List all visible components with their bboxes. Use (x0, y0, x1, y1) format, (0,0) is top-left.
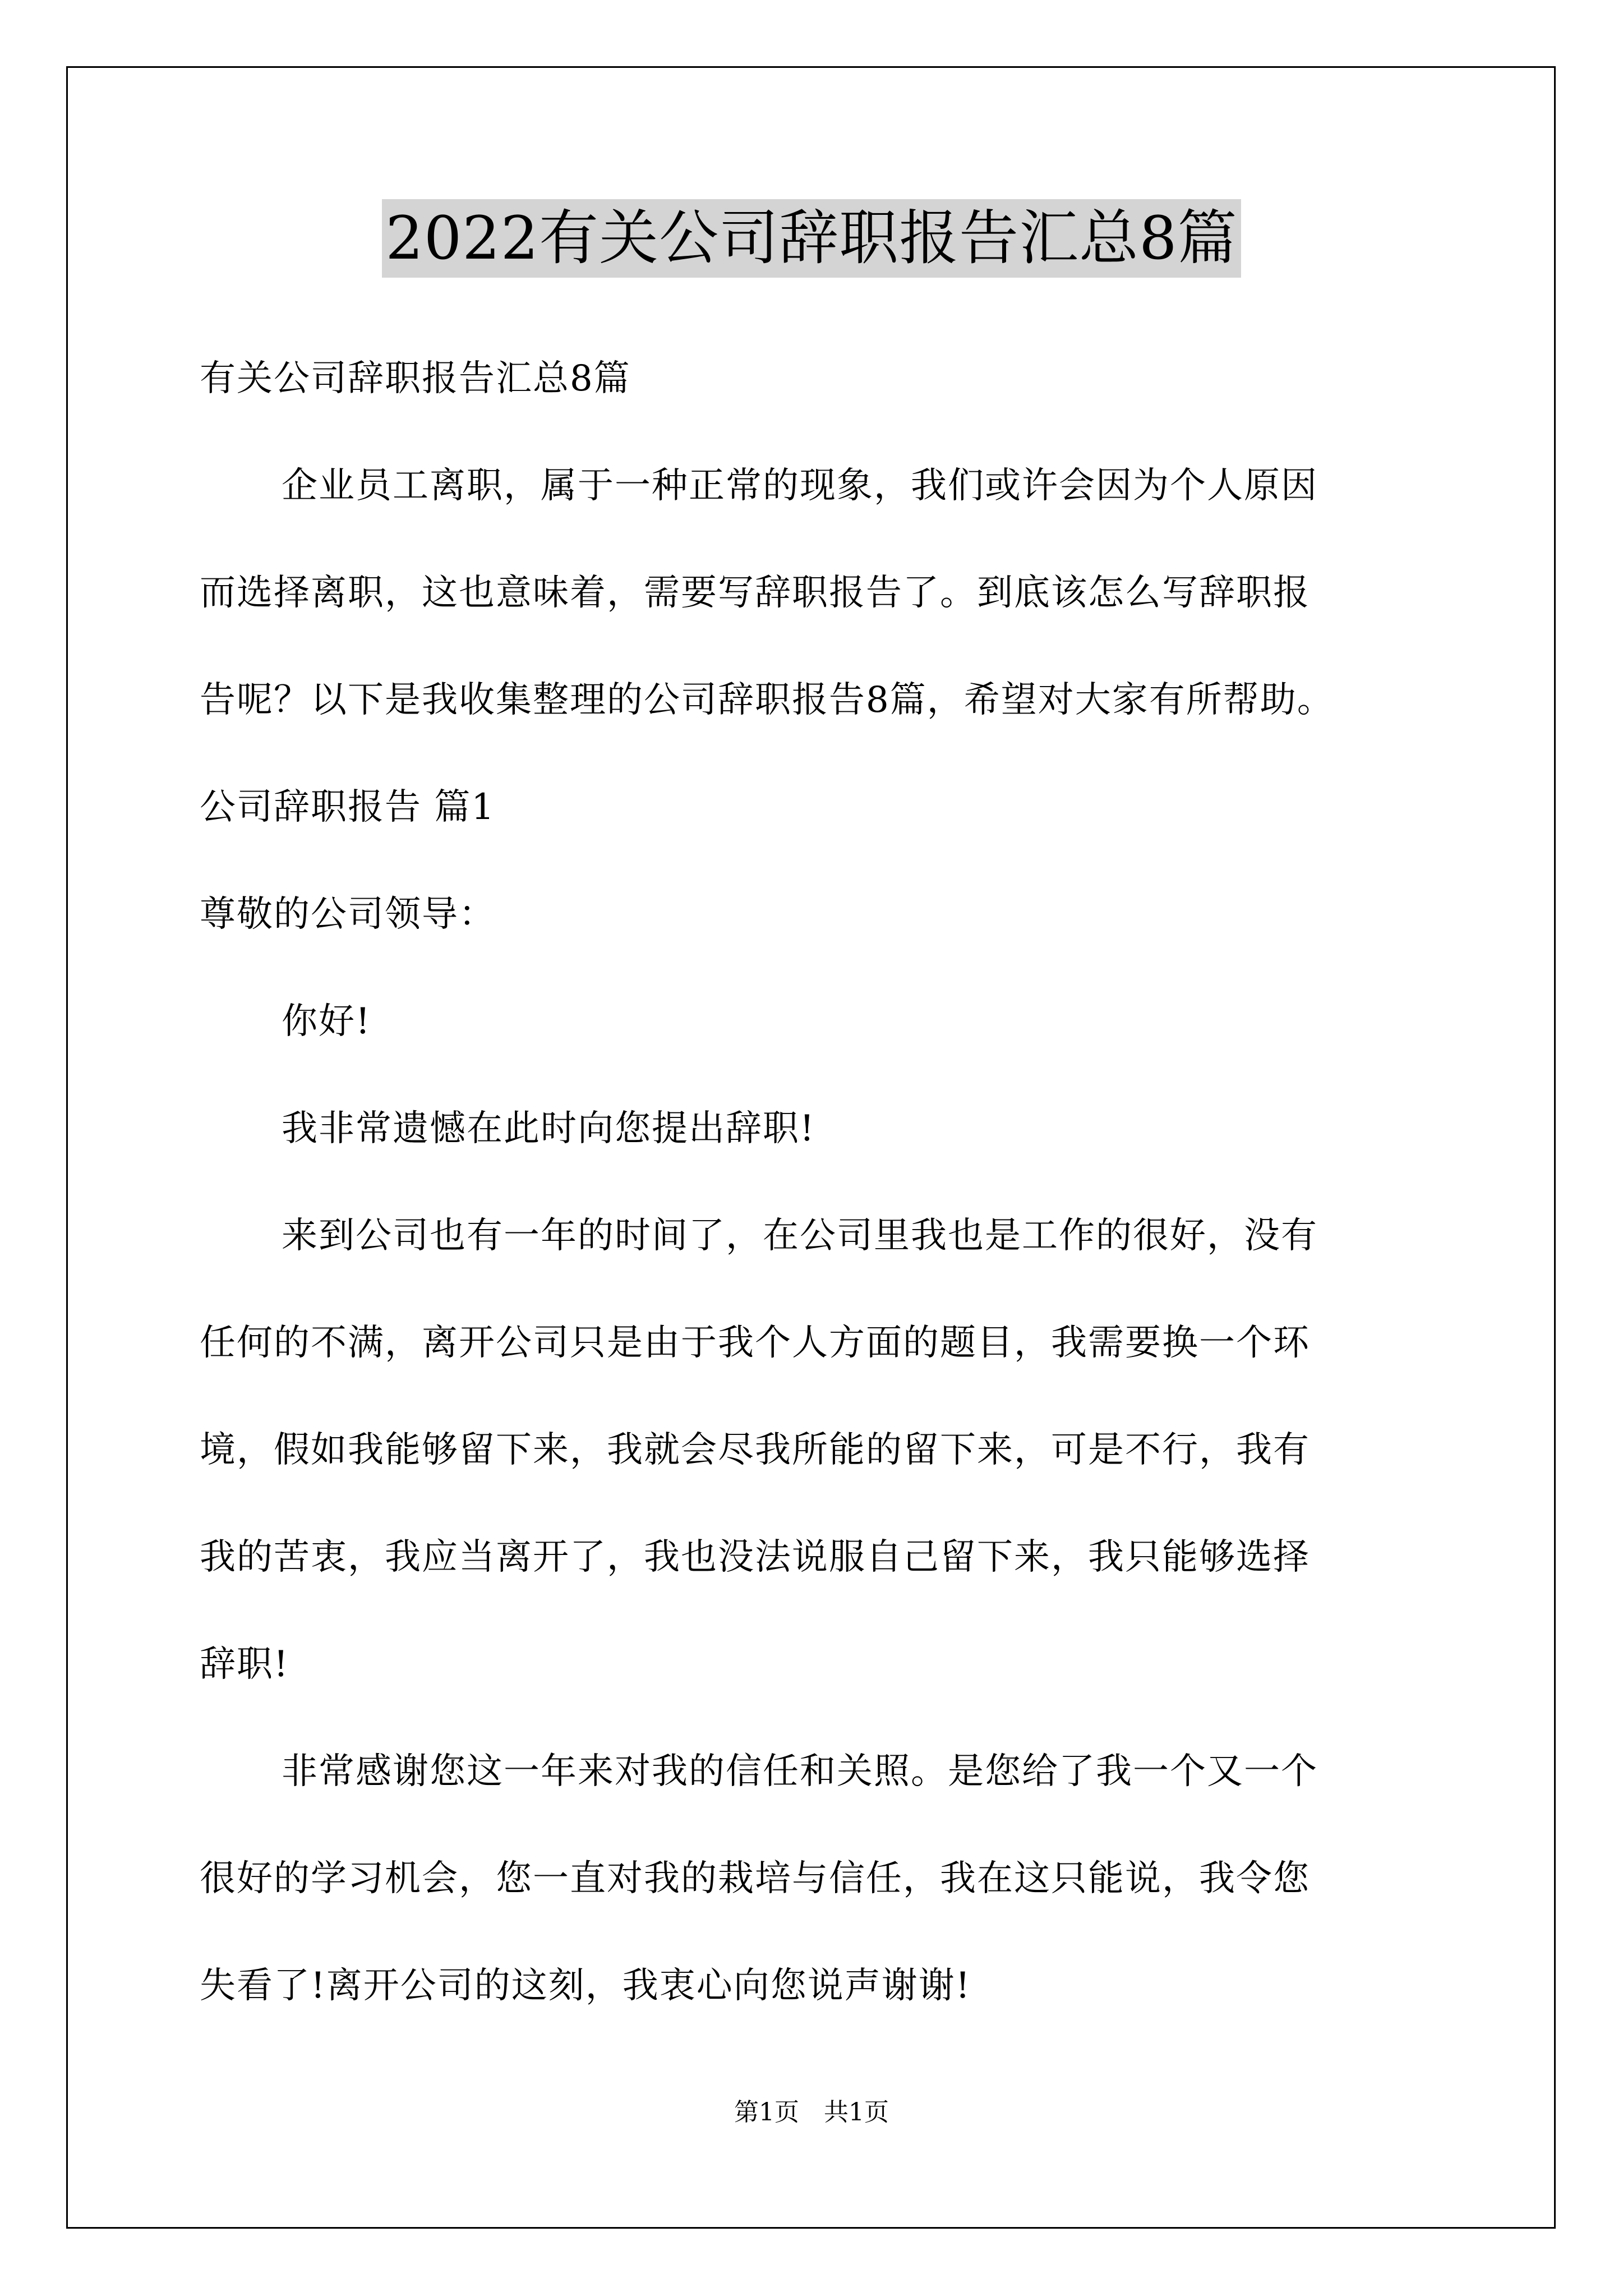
paragraph-line: 非常感谢您这一年来对我的信任和关照。是您给了我一个又一个 (282, 1751, 1318, 1792)
title-container (0, 199, 1623, 278)
paragraph-line: 任何的不满，离开公司只是由于我个人方面的题目，我需要换一个环 (200, 1322, 1310, 1364)
page-footer: 第1页 共1页 (734, 2098, 889, 2127)
greeting: 你好! (282, 1001, 371, 1042)
paragraph-line: 来到公司也有一年的时间了，在公司里我也是工作的很好，没有 (282, 1215, 1318, 1257)
subtitle: 有关公司辞职报告汇总8篇 (200, 358, 631, 399)
paragraph-line: 境，假如我能够留下来，我就会尽我所能的留下来，可是不行，我有 (200, 1429, 1310, 1471)
document-title: 2022有关公司辞职报告汇总8篇 (382, 199, 1241, 278)
salutation: 尊敬的公司领导： (200, 894, 496, 935)
paragraph-line: 辞职! (200, 1644, 289, 1685)
paragraph-line: 很好的学习机会，您一直对我的栽培与信任，我在这只能说，我令您 (200, 1858, 1310, 1899)
paragraph-line: 我非常遗憾在此时向您提出辞职! (282, 1108, 815, 1149)
paragraph-line: 企业员工离职，属于一种正常的现象，我们或许会因为个人原因 (282, 465, 1318, 507)
paragraph-line: 我的苦衷，我应当离开了，我也没法说服自己留下来，我只能够选择 (200, 1536, 1310, 1578)
paragraph-line: 失看了!离开公司的这刻，我衷心向您说声谢谢! (200, 1965, 971, 2007)
section-heading: 公司辞职报告 篇1 (200, 786, 496, 828)
paragraph-line: 而选择离职，这也意味着，需要写辞职报告了。到底该怎么写辞职报 (200, 572, 1310, 614)
paragraph-line: 告呢？以下是我收集整理的公司辞职报告8篇，希望对大家有所帮助。 (200, 679, 1334, 721)
